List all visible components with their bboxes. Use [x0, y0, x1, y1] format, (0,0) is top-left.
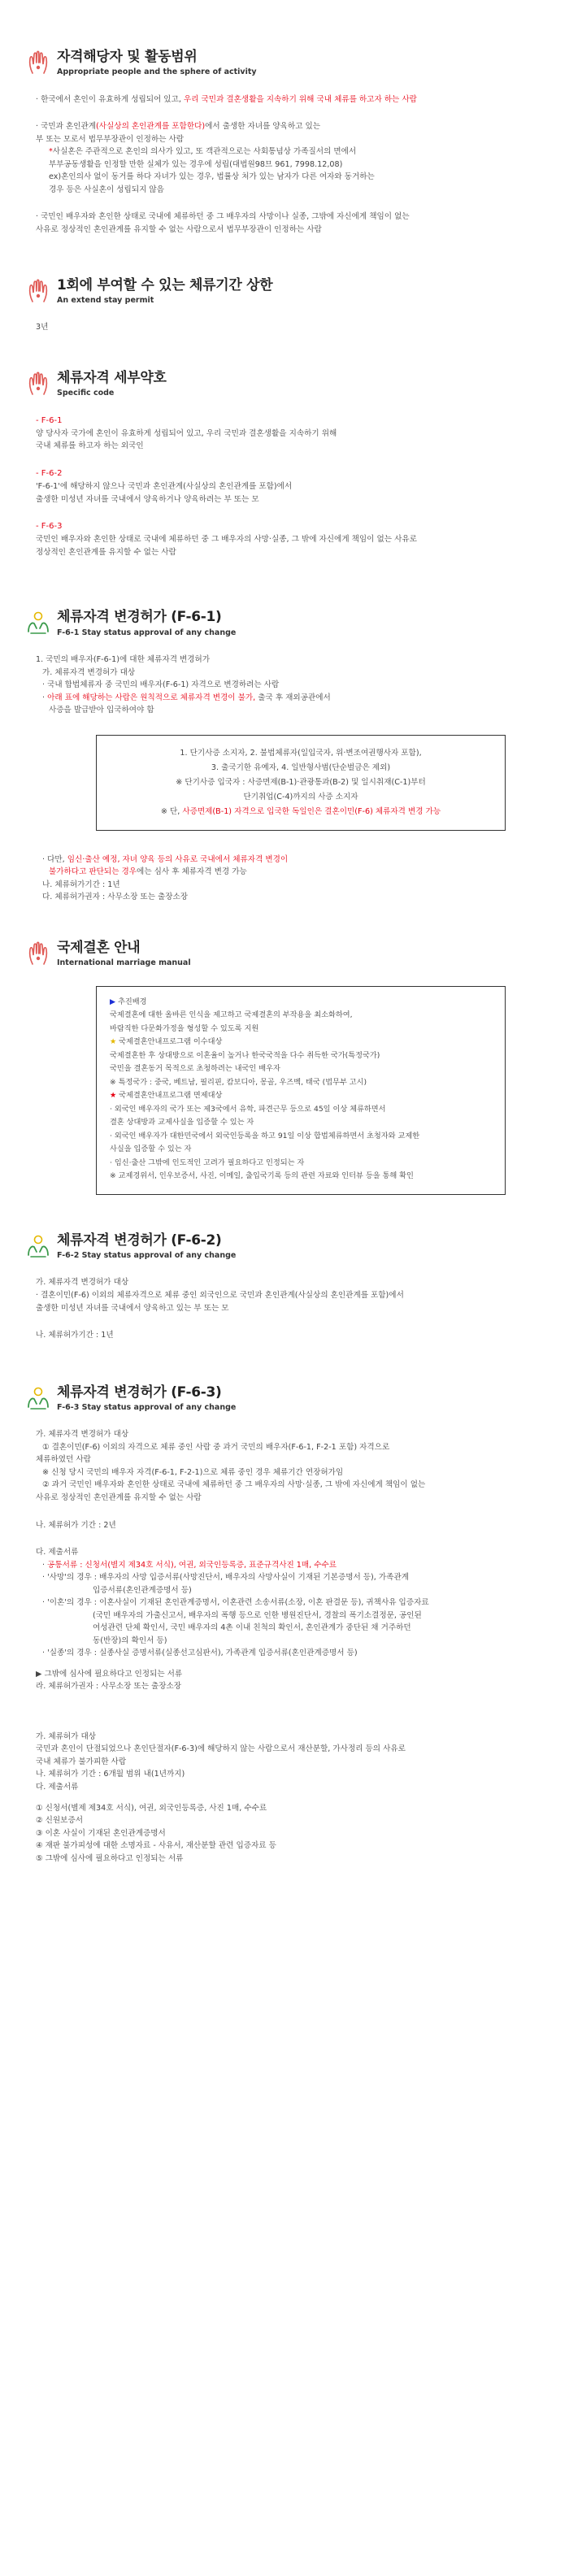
hands-icon — [24, 49, 52, 76]
box-line: 바람직한 다문화가정을 형성할 수 있도록 지원 — [110, 1023, 259, 1033]
paragraph-line: 부 또는 모로서 법무부장관이 인정하는 사람 — [36, 134, 185, 144]
paragraph-line: ① 결혼이민(F-6) 이외의 자격으로 체류 중인 사람 중 과거 국민의 배우자(F-6-1, F-2-1 포함) 자격으로 — [42, 1442, 390, 1452]
code-label: - F-6-1 — [36, 415, 63, 425]
highlight-text: 사증면제(B-1) 자격으로 입국한 독일인은 결혼이민(F-6) 체류자격 변경 가능 — [182, 806, 441, 816]
text: 국제결혼안내프로그램 이수대상 — [116, 1037, 223, 1047]
paragraph-line: 나. 체류허가 기간 : 2년 — [36, 1520, 116, 1530]
section-title: 1회에 부여할 수 있는 체류기간 상한 — [57, 276, 273, 293]
paragraph-line: · 결혼이민(F-6) 이외의 체류자격으로 체류 중인 외국인으로 국민과 혼인관계(사실상의 혼인관계를 포함)에서 — [36, 1290, 404, 1300]
section-title: 체류자격 변경허가 (F-6-1) — [57, 609, 222, 626]
highlight-text: (사실상의 혼인관계를 포함한다) — [96, 122, 206, 132]
paragraph-line — [24, 692, 545, 705]
paragraph-line: 동(반장)의 확인서 등) — [93, 1636, 167, 1645]
box-line: 3. 출국기한 유예자, 4. 일반형사범(단순벌금은 제외) — [211, 762, 391, 772]
box-line: · 외국인 배우자가 대한민국에서 외국인등록을 하고 91일 이상 합법체류하면서 초청자와 교제한 — [110, 1131, 420, 1140]
star-icon: ★ — [110, 1037, 117, 1047]
stay-limit-value: 3년 — [36, 323, 49, 332]
code-desc: 양 당사자 국가에 혼인이 유효하게 성립되어 있고, 우리 국민과 결혼생활을 지속하기 위해 — [36, 428, 337, 438]
section-subtitle: An extend stay permit — [57, 295, 154, 305]
paragraph-line — [24, 854, 545, 867]
section-title: 체류자격 변경허가 (F-6-2) — [57, 1232, 222, 1249]
section-subtitle: International marriage manual — [57, 958, 191, 968]
paragraph-line: 다. 제출서류 — [36, 1783, 79, 1792]
box-line: 국제결혼한 후 상대방으로 이혼율이 높거나 한국국적을 다수 취득한 국가(특정국가) — [110, 1050, 380, 1060]
text: 에는 심사 후 체류자격 변경 가능 — [137, 867, 247, 877]
section-body — [24, 1276, 545, 1341]
document-item: ② 신원보증서 — [36, 1816, 83, 1826]
section-change-f61 — [24, 609, 545, 904]
text: · — [42, 1560, 48, 1570]
highlight-text: 불가하다고 판단되는 경우 — [49, 867, 137, 877]
text: 에서 출생한 자녀를 양육하고 있는 — [205, 122, 321, 132]
box-line: 국제결혼에 대한 올바른 인식을 제고하고 국제결혼의 부작용을 최소화하여, — [110, 1010, 353, 1020]
paragraph-line: 1. 국민의 배우자(F-6-1)에 대한 체류자격 변경허가 — [36, 655, 211, 665]
paragraph-line: ex)혼인의사 없이 동거를 하다 자녀가 있는 경우, 법률상 처가 있는 남자가 다른 여자와 동거하는 — [49, 172, 375, 182]
code-desc: 'F-6-1'에 해당하지 않으나 국민과 혼인관계(사실상의 혼인관계를 포함)에서 — [36, 482, 293, 492]
box-line: 1. 단기사증 소지자, 2. 불법체류자(일입국자, 위·변조여권행사자 포함), — [180, 748, 422, 758]
section-subtitle: Specific code — [57, 389, 115, 398]
text: · 다만, — [42, 854, 67, 864]
box-line: 국민을 결혼동거 목적으로 초청하려는 내국인 배우자 — [110, 1064, 280, 1074]
asterisk: * — [49, 147, 53, 157]
hands-icon — [24, 940, 52, 967]
box-line: · 임신·출산 그밖에 인도적인 고려가 필요하다고 인정되는 자 — [110, 1158, 305, 1167]
section-title: 체류자격 변경허가 (F-6-3) — [57, 1384, 222, 1401]
code-desc: 출생한 미성년 자녀를 국내에서 양육하거나 양육하려는 부 또는 모 — [36, 494, 259, 504]
paragraph-line: 사유로 정상적인 혼인관계를 유지할 수 없는 사람 — [36, 1492, 202, 1502]
paragraph — [24, 120, 545, 133]
hands-icon — [24, 370, 52, 397]
paragraph-line: 다. 체류허가권자 : 사무소장 또는 출장소장 — [42, 893, 189, 902]
paragraph-line — [24, 1668, 545, 1681]
paragraph-line: 입증서류(혼인관계증명서 등) — [93, 1585, 192, 1595]
section-change-f62 — [24, 1232, 545, 1342]
highlight-text: 아래 표에 해당하는 사람은 원칙적으로 체류자격 변경이 불가, — [47, 693, 258, 702]
code-desc: 국민인 배우자와 혼인한 상태로 국내에 체류하던 중 그 배우자의 사망·실종, 그 밖에 자신에게 책임이 없는 사유로 — [36, 535, 417, 545]
paragraph-line: 경우 등은 사실혼이 성립되지 않음 — [49, 185, 164, 194]
box-heading — [110, 997, 495, 1010]
section-title: 자격해당자 및 활동범위 — [57, 49, 198, 65]
text: 추진배경 — [115, 997, 147, 1006]
text: 사실혼은 주관적으로 혼인의 의사가 있고, 또 객관적으로는 사회통념상 가족질서의 면에서 — [52, 147, 357, 157]
code-label: - F-6-3 — [36, 522, 63, 532]
box-heading — [110, 1036, 495, 1050]
paragraph-line: 라. 체류허가권자 : 사무소장 또는 출장소장 — [36, 1682, 182, 1692]
code-label: - F-6-2 — [36, 468, 63, 478]
paragraph-line: 체류하였던 사람 — [36, 1455, 91, 1465]
section-header — [24, 277, 545, 307]
paragraph — [24, 93, 545, 106]
paragraph-line: 나. 체류허가기간 : 1년 — [42, 880, 120, 889]
section-subtitle: F-6-1 Stay status approval of any change — [57, 628, 237, 637]
paragraph-line: 가. 체류자격 변경허가 대상 — [36, 1278, 129, 1288]
paragraph-line: 사증을 발급받아 입국하여야 함 — [49, 706, 154, 715]
text: · 국민과 혼인관계 — [36, 122, 97, 132]
box-line — [105, 806, 497, 820]
document-item: ④ 재판 불가피성에 대한 소명자료 - 사유서, 재산분할 관련 입증자료 등 — [36, 1841, 276, 1851]
box-heading — [110, 1090, 495, 1104]
paragraph-line: 나. 체류허가 기간 : 6개월 범위 내(1년까지) — [36, 1770, 185, 1779]
paragraph-line — [24, 146, 545, 159]
paragraph-line — [24, 1559, 545, 1572]
paragraph-line: · 국내 합법체류자 중 국민의 배우자(F-6-1) 자격으로 변경하려는 사람 — [42, 680, 280, 690]
paragraph-line: 출생한 미성년 자녀를 국내에서 양육하고 있는 부 또는 모 — [36, 1303, 229, 1313]
restriction-box — [96, 735, 506, 831]
text: 그밖에 심사에 필요하다고 인정되는 서류 — [41, 1669, 183, 1679]
people-icon — [24, 609, 52, 636]
code-desc: 정상적인 혼인관계를 유지할 수 없는 사람 — [36, 547, 176, 557]
paragraph-line: 가. 체류허가 대상 — [36, 1731, 97, 1741]
section-body — [24, 321, 545, 334]
section-title: 국제결혼 안내 — [57, 939, 141, 956]
paragraph-line: 국내 체류가 불가피한 사람 — [36, 1757, 127, 1766]
text: 국제결혼안내프로그램 면제대상 — [116, 1091, 223, 1101]
paragraph-line: · 국민인 배우자와 혼인한 상태로 국내에 체류하던 중 그 배우자의 사망이나 실종, 그밖에 자신에게 책임이 없는 — [36, 212, 410, 222]
section-subtitle: F-6-3 Stay status approval of any change — [57, 1402, 237, 1412]
section-header — [24, 49, 545, 79]
highlight-text: 우리 국민과 결혼생활을 지속하기 위해 국내 체류를 하고자 하는 사람 — [183, 94, 417, 104]
box-line: 결혼 상대방과 교제사실을 입증할 수 있는 자 — [110, 1118, 254, 1127]
section-intl-marriage — [24, 940, 545, 1195]
section-specific-code — [24, 370, 545, 559]
paragraph-line: · '실종'의 경우 : 실종사실 증명서류(실종선고심판서), 가족관계 입증서류(혼인관계증명서 등) — [42, 1649, 358, 1658]
section-body — [24, 93, 545, 237]
marriage-program-box — [96, 986, 506, 1195]
text: · 한국에서 혼인이 유효하게 성립되어 있고, — [36, 94, 184, 104]
paragraph-line: 다. 제출서류 — [36, 1548, 79, 1557]
paragraph-line: 가. 체류자격 변경허가 대상 — [36, 1430, 129, 1440]
section-body — [24, 415, 545, 559]
code-desc: 국내 체류를 하고자 하는 외국인 — [36, 441, 144, 451]
paragraph-line: ※ 신청 당시 국민의 배우자 자격(F-6-1, F-2-1)으로 체류 중인 경우 체류기간 연장허가임 — [42, 1467, 344, 1477]
triangle-icon: ▶ — [110, 997, 116, 1006]
box-line: ※ 단기사증 입국자 : 사증면제(B-1)·관광통과(B-2) 및 일시취재(C-1)부터 — [176, 777, 426, 787]
paragraph-line: 가. 체류자격 변경허가 대상 — [42, 667, 136, 677]
highlight-text: 공통서류 : 신청서(별지 제34호 서식), 여권, 외국인등록증, 표준규격사진 1매, 수수료 — [47, 1560, 337, 1570]
box-line: 사실을 입증할 수 있는 자 — [110, 1145, 192, 1154]
star-icon: ★ — [110, 1091, 117, 1101]
paragraph-line: 여성관련 단체 확인서, 국민 배우자의 4촌 이내 친척의 확인서, 혼인관계가 중단된 채 거주하던 — [93, 1623, 411, 1633]
highlight-text: 임신·출산 예정, 자녀 양육 등의 사유로 국내에서 체류자격 변경이 — [67, 854, 289, 864]
section-header — [24, 940, 545, 970]
hands-icon — [24, 277, 52, 305]
paragraph-line: 부부공동생활을 인정할 만한 실체가 있는 경우에 성립(대법원98므 961, 7998.12,08) — [49, 159, 343, 169]
paragraph-line — [24, 866, 545, 879]
box-line: 단기취업(C-4)까지의 사증 소지자 — [243, 792, 358, 801]
paragraph-line: 나. 체류허가기간 : 1년 — [36, 1331, 114, 1340]
document-item: ① 신청서(별제 제34호 서식), 여권, 외국인등록증, 사진 1매, 수수료 — [36, 1803, 267, 1813]
paragraph-line: 국민과 혼인이 단절되었으나 혼인단절자(F-6-3)에 해당하지 않는 사람으로서 재산분할, 가사정리 등의 사유로 — [36, 1744, 406, 1754]
box-line: · 외국인 배우자의 국가 또는 제3국에서 유학, 파견근무 등으로 45일 이상 체류하면서 — [110, 1104, 386, 1114]
box-line: ※ 교제경위서, 인우보증서, 사진, 이메일, 출입국기록 등의 관련 자료와 인터뷰 등을 통해 확인 — [110, 1171, 414, 1181]
paragraph-line: 사유로 정상적인 혼인관계를 유지할 수 없는 사람으로서 법무부장관이 인정하는 사람 — [36, 225, 322, 235]
section-stay-limit — [24, 277, 545, 334]
document-item: ⑤ 그밖에 심사에 필요하다고 인정되는 서류 — [36, 1853, 184, 1863]
section-subtitle: Appropriate people and the sphere of activity — [57, 67, 257, 77]
section-header — [24, 370, 545, 400]
box-line: ※ 특정국가 : 중국, 베트남, 필리핀, 캄보디아, 몽골, 우즈벡, 태국 (법무부 고시) — [110, 1077, 367, 1087]
section-title: 체류자격 세부약호 — [57, 369, 167, 386]
text: ※ 단, — [160, 806, 183, 816]
section-subtitle: F-6-2 Stay status approval of any change — [57, 1251, 237, 1261]
section-header — [24, 609, 545, 639]
section-header — [24, 1384, 545, 1414]
text: · — [42, 693, 48, 702]
paragraph-line: · '이혼'의 경우 : 이혼사실이 기재된 혼인관계증명서, 이혼관련 소송서류(소장, 이혼 판결문 등), 귀책사유 입증자료 — [42, 1598, 429, 1608]
section-body — [24, 654, 545, 904]
section-qualified-persons — [24, 0, 545, 237]
paragraph-line: (국민 배우자의 가출신고서, 배우자의 폭행 등으로 인한 병원진단서, 경찰의 폭기소결정문, 공인된 — [93, 1610, 422, 1620]
triangle-icon: ▶ — [36, 1669, 42, 1679]
section-change-f63 — [24, 1384, 545, 1866]
paragraph-line: · '사망'의 경우 : 배우자의 사망 입증서류(사망진단서, 배우자의 사망사실이 기재된 기본증명서 등), 가족관계 — [42, 1573, 409, 1583]
section-header — [24, 1232, 545, 1262]
people-icon — [24, 1232, 52, 1260]
paragraph-line: ② 과거 국민인 배우자와 혼인한 상태로 국내에 체류하던 중 그 배우자의 사망·실종, 그 밖에 자신에게 책임이 없는 — [42, 1480, 426, 1490]
text: 출국 후 재외공관에서 — [258, 693, 331, 702]
document-item: ③ 이혼 사실이 기재된 혼인관계증명서 — [36, 1828, 166, 1838]
people-icon — [24, 1384, 52, 1412]
section-body — [24, 1428, 545, 1865]
